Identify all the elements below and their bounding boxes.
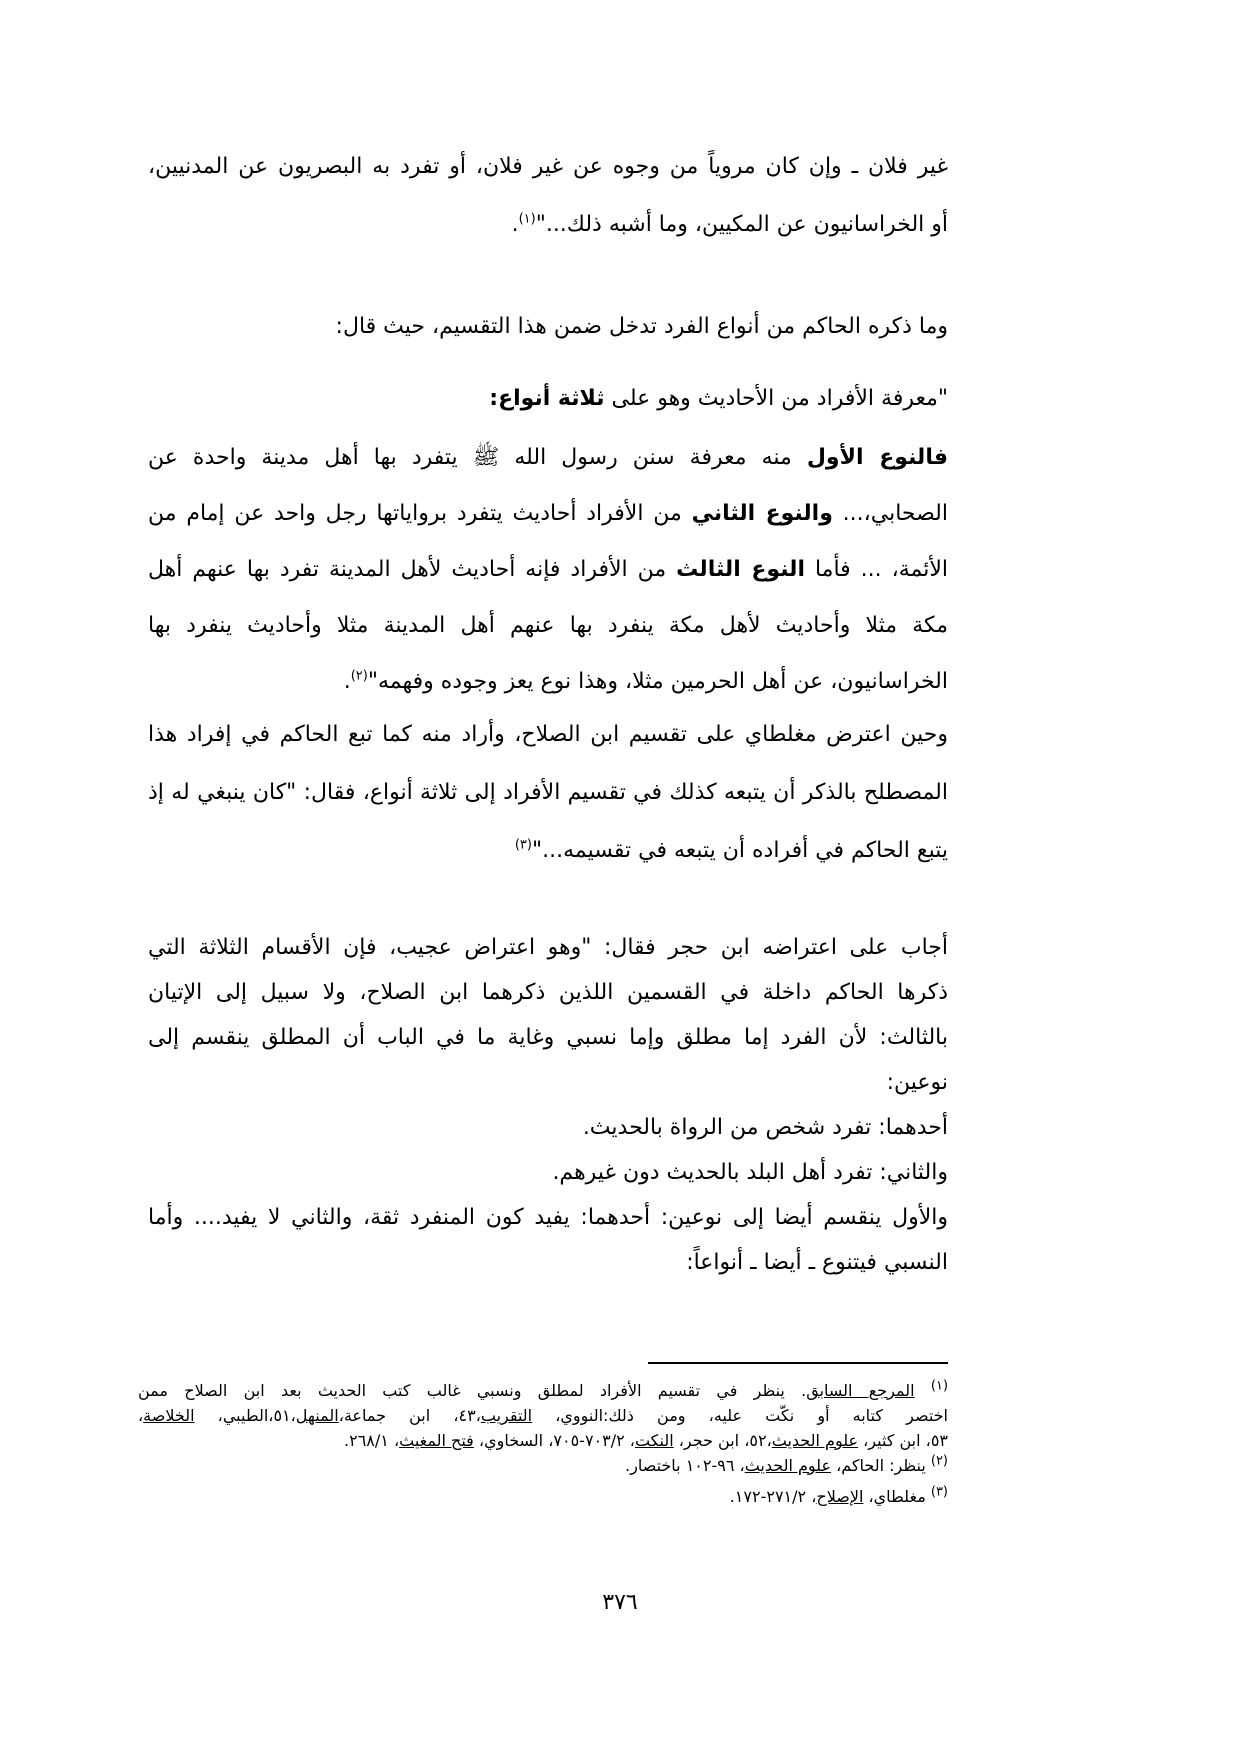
text-span: ،٥١،الطيبي، — [194, 1406, 296, 1425]
text-span: الصحابي،... — [832, 501, 948, 526]
footnote-1-line-3 — [138, 1428, 948, 1453]
paragraph-hakim-intro — [148, 298, 948, 356]
text-span: ، ٩٦-١٠٢ باختصار. — [625, 1456, 745, 1475]
text-line: أجاب على اعتراضه ابن حجر فقال: "وهو اعتراض عجيب، فإن الأقسام الثلاثة التي — [148, 935, 948, 960]
text-line: مكة مثلا وأحاديث لأهل مكة ينفرد بها عنهم أهل المدينة مثلا وأحاديث ينفرد بها — [148, 613, 948, 638]
text-line: والثاني: تفرد أهل البلد بالحديث دون غيرهم. — [552, 1160, 948, 1185]
footnote-ref[interactable]: (٢) — [350, 668, 368, 684]
text-span: "معرفة الأفراد من الأحاديث وهو على — [604, 386, 948, 411]
footnote-separator — [648, 1362, 948, 1364]
text-span: ٥٣، ابن كثير، — [858, 1431, 948, 1450]
citation-link[interactable]: التقريب — [480, 1406, 533, 1425]
bold-text: فالنوع الأول — [806, 445, 948, 470]
text-line: ذكرها الحاكم داخلة في القسمين اللذين ذكرهما ابن الصلاح، ولا سبيل إلى الإتيان — [148, 980, 948, 1005]
text-span: الأئمة، ... فأما — [804, 557, 948, 582]
citation-link[interactable]: المنهل — [295, 1406, 339, 1425]
bold-text: ثلاثة أنواع: — [489, 386, 605, 411]
text-span: منه معرفة سنن رسول الله ﷺ يتفرد بها أهل مدينة واحدة عن — [148, 445, 807, 470]
text-line: النسبي فيتنوع ـ أيضا ـ أنواعاً: — [686, 1250, 948, 1275]
footnote-number: (٢) — [930, 1453, 948, 1469]
text-line: وحين اعترض مغلطاي على تقسيم ابن الصلاح، وأراد منه كما تبع الحاكم في إفراد هذا — [148, 722, 948, 747]
citation-link[interactable]: فتح المغيث — [399, 1431, 474, 1450]
text-span: ينظر: الحاكم، — [831, 1456, 931, 1475]
page-number: ٣٧٦ — [602, 1590, 638, 1615]
text-line — [148, 430, 948, 486]
footnote-1-line-2 — [138, 1403, 948, 1428]
footnote-2 — [138, 1453, 948, 1478]
text-span: الخراسانيون، عن أهل الحرمين مثلا، وهذا نوع يعز وجوده وفهمه" — [367, 669, 948, 694]
text-line: نوعين: — [886, 1070, 948, 1095]
text-line: بالثالث: لأن الفرد إما مطلق وإما نسبي وغاية ما في الباب أن المطلق ينقسم إلى — [148, 1025, 948, 1050]
text-line: المصطلح بالذكر أن يتبعه كذلك في تقسيم الأفراد إلى ثلاثة أنواع، فقال: "كان ينبغي له إذ — [148, 780, 948, 805]
text-span: ، — [138, 1406, 144, 1425]
bold-text: والنوع الثاني — [691, 501, 833, 526]
text-line: والأول ينقسم أيضا إلى نوعين: أحدهما: يفيد كون المنفرد ثقة، والثاني لا يفيد.... وأما — [148, 1205, 948, 1230]
text-line — [148, 486, 948, 542]
paragraph-continuation — [148, 138, 948, 254]
text-span: ، ٢٦٨/١. — [344, 1431, 400, 1450]
text-span: من الأفراد أحاديث يتفرد برواياتها رجل واحد عن إمام من — [148, 501, 692, 526]
text-span: . — [511, 212, 519, 237]
text-span: ،٤٣، ابن جماعة، — [338, 1406, 481, 1425]
citation-link[interactable]: علوم الحديث — [744, 1456, 832, 1475]
footnote-number: (١) — [930, 1378, 949, 1394]
citation-link[interactable]: النكت — [634, 1431, 674, 1450]
quote-block — [148, 430, 948, 710]
text-span: ، ٢٧١/٢-١٧٢. — [729, 1487, 817, 1506]
text-line: غير فلان ـ وإن كان مروياً من وجوه عن غير فلان، أو تفرد به البصريون عن المدنيين، — [148, 154, 948, 179]
text-line — [148, 196, 948, 254]
text-span: ، ٧٠٣/٢-٧٠٥، السخاوي، — [473, 1431, 635, 1450]
paragraph-mughaltai — [148, 706, 948, 880]
text-span: يتبع الحاكم في أفراده أن يتبعه في تقسيمه..." — [531, 838, 948, 863]
text-line — [148, 542, 948, 598]
text-line: وما ذكره الحاكم من أنواع الفرد تدخل ضمن هذا التقسيم، حيث قال: — [335, 314, 948, 339]
text-span: . ينظر في تقسيم الأفراد لمطلق ونسبي غالب كتب الحديث بعد ابن الصلاح ممن — [138, 1381, 807, 1400]
quote-intro — [148, 370, 948, 428]
footnotes — [138, 1378, 948, 1509]
text-line: أحدهما: تفرد شخص من الرواة بالحديث. — [582, 1115, 948, 1140]
text-span: من الأفراد فإنه أحاديث لأهل المدينة تفرد بها عنهم أهل — [148, 557, 677, 582]
text-span: ،٥٢، ابن حجر، — [673, 1431, 772, 1450]
citation-link[interactable]: الإصلاح — [816, 1487, 864, 1506]
text-span: . — [343, 669, 351, 694]
citation-link[interactable]: المرجع السابق — [806, 1381, 915, 1400]
footnote-3 — [138, 1484, 948, 1509]
footnote-number: (٣) — [930, 1484, 948, 1500]
citation-link[interactable]: الخلاصة — [143, 1406, 195, 1425]
text-line — [148, 370, 948, 428]
footnote-ref[interactable]: (٣) — [514, 837, 532, 853]
text-line — [148, 822, 948, 880]
text-line — [148, 654, 948, 710]
bold-text: النوع الثالث — [676, 557, 805, 582]
citation-link[interactable]: علوم الحديث — [771, 1431, 859, 1450]
paragraph-ibn-hajar — [148, 925, 948, 1285]
footnote-ref[interactable]: (١) — [518, 211, 536, 227]
text-span: اختصر كتابه أو نكّت عليه، ومن ذلك:النووي، — [532, 1406, 948, 1425]
footnote-1 — [138, 1378, 948, 1403]
text-span: أو الخراسانيون عن المكيين، وما أشبه ذلك..." — [535, 212, 948, 237]
text-span: مغلطاي، — [863, 1487, 931, 1506]
